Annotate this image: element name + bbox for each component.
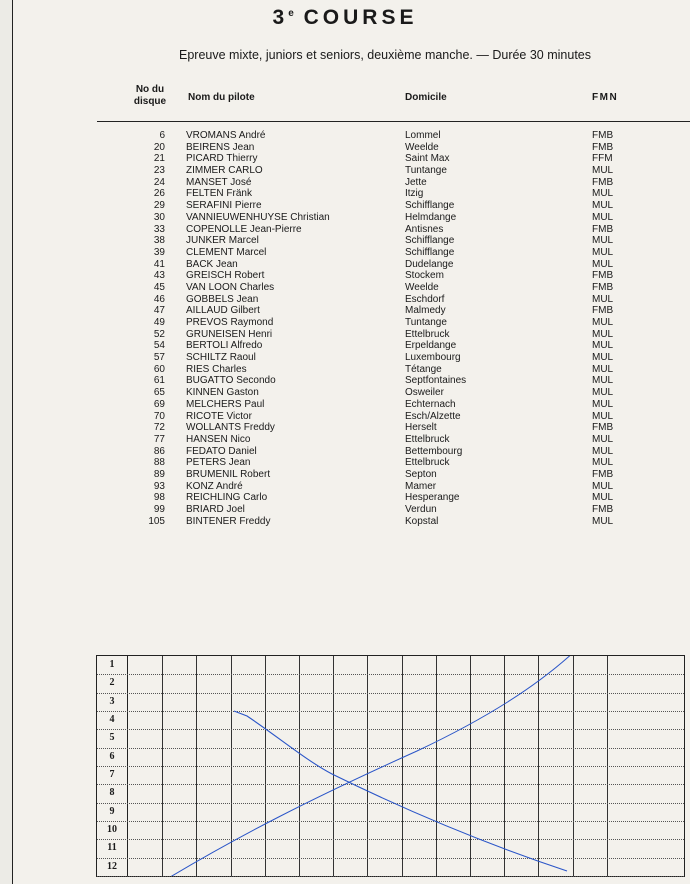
rider-row — [0, 200, 690, 212]
rider-federation: MUL — [592, 480, 614, 492]
rider-federation: MUL — [592, 200, 614, 212]
grid-row-number: 6 — [97, 748, 128, 766]
rider-disc-number: 43 — [153, 270, 165, 282]
rider-name: KONZ André — [186, 480, 243, 492]
rider-disc-number: 86 — [153, 445, 165, 457]
rider-domicile: Schifflange — [405, 246, 455, 258]
rider-domicile: Lommel — [405, 130, 441, 141]
rider-federation: MUL — [592, 445, 614, 457]
rider-domicile: Jette — [405, 176, 427, 188]
grid-row-number: 3 — [97, 693, 128, 711]
rider-row — [0, 247, 690, 259]
rider-row — [0, 177, 690, 189]
rider-name: MELCHERS Paul — [186, 398, 265, 410]
rider-name: KINNEN Gaston — [186, 387, 259, 399]
rider-name: GRUNEISEN Henri — [186, 328, 273, 340]
rider-name: VANNIEUWENHUYSE Christian — [186, 211, 330, 223]
rider-federation: FMB — [592, 281, 614, 293]
rider-federation: FMB — [592, 223, 614, 235]
rider-disc-number: 33 — [153, 223, 165, 235]
rider-row — [0, 481, 690, 493]
rider-federation: FMB — [592, 422, 614, 434]
grid-row-number: 9 — [97, 803, 128, 821]
rider-disc-number: 41 — [153, 258, 165, 270]
rider-federation: MUL — [592, 387, 614, 399]
rider-federation: FMB — [592, 176, 614, 188]
rider-domicile: Itzig — [405, 188, 424, 200]
rider-federation: FMB — [592, 141, 614, 153]
rider-row — [0, 212, 690, 224]
rider-name: GREISCH Robert — [186, 270, 265, 282]
header-disc-number: No du disque — [133, 84, 167, 107]
rider-disc-number: 69 — [153, 398, 165, 410]
grid-row-number: 10 — [97, 821, 128, 839]
rider-disc-number: 99 — [153, 504, 165, 515]
rider-domicile: Weelde — [405, 141, 439, 153]
rider-federation: MUL — [592, 398, 614, 410]
grid-row-number: 1 — [97, 656, 128, 674]
rider-row — [0, 422, 690, 434]
rider-row — [0, 399, 690, 411]
rider-name: BERTOLI Alfredo — [186, 340, 263, 352]
pen-stroke-descending — [234, 711, 567, 871]
lap-chart-grid — [96, 655, 685, 877]
rider-domicile: Malmedy — [405, 305, 446, 317]
rider-name: SCHILTZ Raoul — [186, 352, 256, 364]
rider-disc-number: 21 — [153, 153, 165, 165]
header-rule — [97, 121, 690, 122]
rider-domicile: Saint Max — [405, 153, 450, 165]
rider-name: GOBBELS Jean — [186, 293, 259, 305]
rider-row — [0, 294, 690, 306]
rider-disc-number: 105 — [148, 515, 165, 527]
rider-disc-number: 6 — [159, 130, 165, 141]
rider-disc-number: 93 — [153, 480, 165, 492]
pen-marks — [97, 656, 684, 876]
rider-federation: MUL — [592, 375, 614, 387]
rider-row — [0, 411, 690, 423]
rider-federation: MUL — [592, 188, 614, 200]
rider-name: VAN LOON Charles — [186, 281, 275, 293]
header-rider-name: Nom du pilote — [188, 92, 255, 103]
rider-row — [0, 130, 690, 142]
rider-row — [0, 352, 690, 364]
rider-row — [0, 235, 690, 247]
rider-domicile: Esch/Alzette — [405, 410, 461, 422]
rider-row — [0, 165, 690, 177]
rider-domicile: Echternach — [405, 398, 456, 410]
rider-name: VROMANS André — [186, 130, 266, 141]
rider-federation: MUL — [592, 211, 614, 223]
rider-name: REICHLING Carlo — [186, 492, 268, 504]
rider-domicile: Stockem — [405, 270, 444, 282]
rider-disc-number: 20 — [153, 141, 165, 153]
rider-name: FEDATO Daniel — [186, 445, 257, 457]
rider-federation: FMB — [592, 305, 614, 317]
rider-disc-number: 77 — [153, 433, 165, 445]
rider-domicile: Weelde — [405, 281, 439, 293]
rider-row — [0, 387, 690, 399]
rider-domicile: Tuntange — [405, 317, 447, 328]
rider-name: CLEMENT Marcel — [186, 246, 267, 258]
rider-disc-number: 49 — [153, 317, 165, 328]
rider-row — [0, 504, 690, 516]
rider-domicile: Tuntange — [405, 165, 447, 177]
rider-name: ZIMMER CARLO — [186, 165, 263, 177]
rider-name: BRIARD Joel — [186, 504, 245, 515]
rider-name: JUNKER Marcel — [186, 235, 259, 247]
rider-name: PICARD Thierry — [186, 153, 258, 165]
rider-domicile: Schifflange — [405, 235, 455, 247]
rider-name: PREVOS Raymond — [186, 317, 274, 328]
rider-name: AILLAUD Gilbert — [186, 305, 260, 317]
rider-disc-number: 98 — [153, 492, 165, 504]
rider-row — [0, 142, 690, 154]
rider-domicile: Hesperange — [405, 492, 460, 504]
rider-disc-number: 30 — [153, 211, 165, 223]
rider-row — [0, 317, 690, 329]
rider-list — [0, 130, 690, 527]
rider-disc-number: 65 — [153, 387, 165, 399]
rider-row — [0, 270, 690, 282]
rider-disc-number: 26 — [153, 188, 165, 200]
rider-row — [0, 153, 690, 165]
rider-name: WOLLANTS Freddy — [186, 422, 275, 434]
rider-row — [0, 516, 690, 528]
rider-row — [0, 446, 690, 458]
rider-federation: MUL — [592, 258, 614, 270]
rider-disc-number: 52 — [153, 328, 165, 340]
rider-federation: MUL — [592, 165, 614, 177]
rider-domicile: Schifflange — [405, 200, 455, 212]
rider-disc-number: 72 — [153, 422, 165, 434]
header-fmn: FMN — [592, 92, 619, 103]
grid-row-number: 4 — [97, 711, 128, 729]
rider-federation: MUL — [592, 433, 614, 445]
rider-row — [0, 457, 690, 469]
rider-disc-number: 70 — [153, 410, 165, 422]
header-domicile: Domicile — [405, 92, 447, 103]
rider-federation: FFM — [592, 153, 613, 165]
page-title: 3e COURSE — [272, 6, 418, 29]
rider-federation: FMB — [592, 504, 614, 515]
rider-federation: MUL — [592, 235, 614, 247]
rider-name: FELTEN Fränk — [186, 188, 252, 200]
rider-federation: MUL — [592, 457, 614, 469]
rider-row — [0, 282, 690, 294]
rider-name: SERAFINI Pierre — [186, 200, 262, 212]
rider-domicile: Osweiler — [405, 387, 444, 399]
rider-disc-number: 24 — [153, 176, 165, 188]
rider-federation: MUL — [592, 340, 614, 352]
rider-domicile: Eschdorf — [405, 293, 445, 305]
rider-federation: MUL — [592, 352, 614, 364]
rider-federation: MUL — [592, 410, 614, 422]
rider-federation: MUL — [592, 363, 614, 375]
rider-domicile: Helmdange — [405, 211, 457, 223]
rider-name: BRUMENIL Robert — [186, 468, 271, 480]
rider-name: BINTENER Freddy — [186, 515, 271, 527]
grid-row-number: 5 — [97, 729, 128, 747]
rider-federation: MUL — [592, 328, 614, 340]
rider-domicile: Ettelbruck — [405, 433, 450, 445]
rider-row — [0, 305, 690, 317]
rider-disc-number: 46 — [153, 293, 165, 305]
rider-disc-number: 39 — [153, 246, 165, 258]
rider-domicile: Septfontaines — [405, 375, 467, 387]
rider-domicile: Ettelbruck — [405, 457, 450, 469]
rider-disc-number: 89 — [153, 468, 165, 480]
rider-row — [0, 259, 690, 271]
rider-domicile: Erpeldange — [405, 340, 457, 352]
rider-federation: FMB — [592, 270, 614, 282]
rider-disc-number: 54 — [153, 340, 165, 352]
rider-disc-number: 23 — [153, 165, 165, 177]
rider-domicile: Tétange — [405, 363, 442, 375]
rider-row — [0, 492, 690, 504]
rider-row — [0, 469, 690, 481]
rider-disc-number: 61 — [153, 375, 165, 387]
rider-row — [0, 188, 690, 200]
rider-federation: FMB — [592, 130, 614, 141]
rider-federation: MUL — [592, 515, 614, 527]
rider-name: MANSET José — [186, 176, 252, 188]
rider-federation: MUL — [592, 317, 614, 328]
rider-name: BUGATTO Secondo — [186, 375, 276, 387]
rider-disc-number: 57 — [153, 352, 165, 364]
rider-name: BACK Jean — [186, 258, 238, 270]
grid-row-number: 7 — [97, 766, 128, 784]
grid-row-number: 12 — [97, 858, 128, 876]
rider-row — [0, 375, 690, 387]
rider-domicile: Dudelange — [405, 258, 454, 270]
rider-domicile: Bettembourg — [405, 445, 463, 457]
rider-disc-number: 29 — [153, 200, 165, 212]
page-subtitle: Epreuve mixte, juniors et seniors, deuxième manche. — Durée 30 minutes — [179, 48, 591, 62]
rider-disc-number: 88 — [153, 457, 165, 469]
rider-disc-number: 38 — [153, 235, 165, 247]
rider-name: HANSEN Nico — [186, 433, 251, 445]
rider-name: BEIRENS Jean — [186, 141, 255, 153]
rider-name: PETERS Jean — [186, 457, 251, 469]
rider-domicile: Herselt — [405, 422, 437, 434]
pen-stroke-ascending — [152, 656, 575, 876]
rider-domicile: Antisnes — [405, 223, 444, 235]
rider-disc-number: 60 — [153, 363, 165, 375]
rider-federation: MUL — [592, 246, 614, 258]
rider-name: RIES Charles — [186, 363, 247, 375]
rider-domicile: Ettelbruck — [405, 328, 450, 340]
rider-domicile: Mamer — [405, 480, 437, 492]
rider-name: RICOTE Victor — [186, 410, 252, 422]
rider-domicile: Luxembourg — [405, 352, 461, 364]
rider-disc-number: 45 — [153, 281, 165, 293]
grid-row-number: 11 — [97, 839, 128, 857]
rider-domicile: Kopstal — [405, 515, 439, 527]
rider-row — [0, 364, 690, 376]
rider-federation: MUL — [592, 492, 614, 504]
rider-row — [0, 329, 690, 341]
rider-domicile: Verdun — [405, 504, 437, 515]
rider-name: COPENOLLE Jean-Pierre — [186, 223, 302, 235]
rider-disc-number: 47 — [153, 305, 165, 317]
rider-domicile: Septon — [405, 468, 437, 480]
rider-row — [0, 434, 690, 446]
grid-row-number: 2 — [97, 674, 128, 692]
rider-federation: MUL — [592, 293, 614, 305]
grid-row-number: 8 — [97, 784, 128, 802]
rider-federation: FMB — [592, 468, 614, 480]
rider-row — [0, 340, 690, 352]
rider-row — [0, 224, 690, 236]
